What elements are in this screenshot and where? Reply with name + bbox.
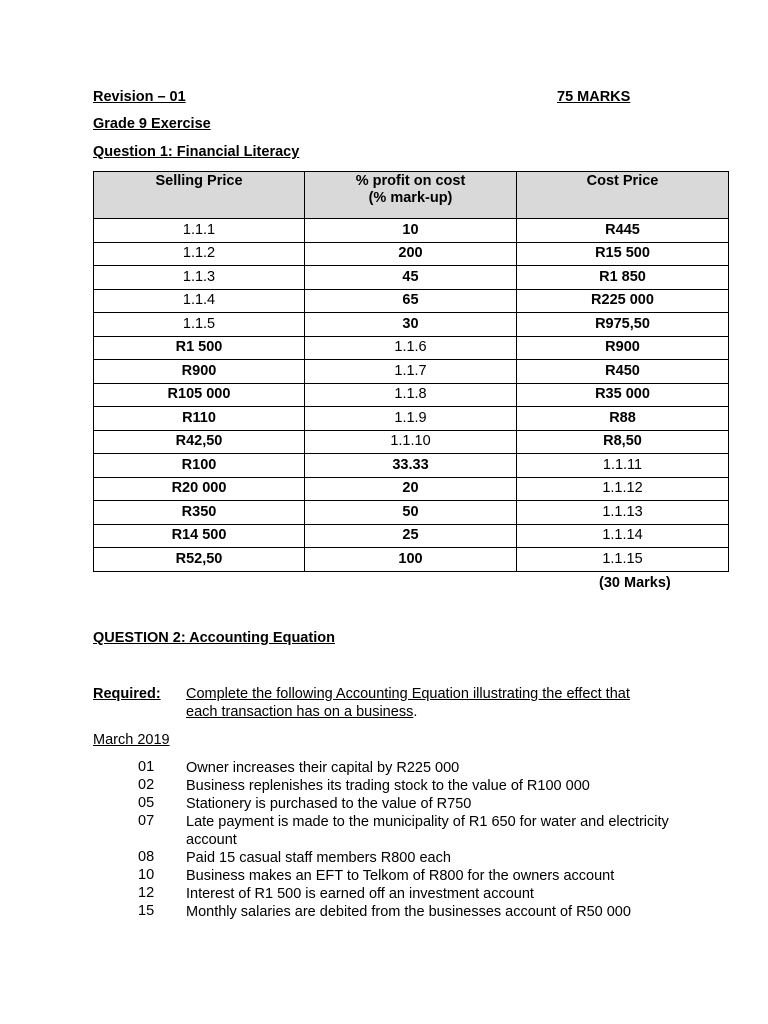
required-text-2: each transaction has on a business (186, 704, 414, 720)
table-row (94, 313, 729, 337)
required-period: . (413, 704, 418, 720)
cell-profit-on-cost: 10 (305, 219, 517, 243)
cell-profit-on-cost: 65 (305, 289, 517, 313)
table-row (94, 383, 729, 407)
cell-selling-price: R52,50 (94, 548, 305, 572)
required-label: Required: (93, 686, 161, 702)
table-row (94, 289, 729, 313)
table-body (94, 219, 729, 572)
cell-selling-price: 1.1.4 (94, 289, 305, 313)
financial-literacy-table (93, 171, 729, 572)
transaction-day: 15 (138, 903, 155, 919)
cell-profit-on-cost: 30 (305, 313, 517, 337)
cell-selling-price: 1.1.3 (94, 266, 305, 290)
transaction-day: 05 (138, 795, 155, 811)
cell-selling-price: R105 000 (94, 383, 305, 407)
cell-profit-on-cost: 33.33 (305, 454, 517, 478)
cell-cost-price: 1.1.12 (517, 477, 729, 501)
cell-selling-price: R350 (94, 501, 305, 525)
required-text-1: Complete the following Accounting Equation illustrating the effect that (186, 686, 630, 702)
table-row (94, 360, 729, 384)
transaction-text: Late payment is made to the municipality of R1 650 for water and electricity account (186, 814, 669, 848)
transaction-text: Monthly salaries are debited from the businesses account of R50 000 (186, 904, 631, 920)
table-row (94, 548, 729, 572)
transaction-text: Business replenishes its trading stock to the value of R100 000 (186, 778, 590, 794)
cell-selling-price: 1.1.5 (94, 313, 305, 337)
cell-profit-on-cost: 200 (305, 242, 517, 266)
transaction-day: 12 (138, 885, 155, 901)
table-row (94, 477, 729, 501)
cell-profit-on-cost: 100 (305, 548, 517, 572)
cell-cost-price: R450 (517, 360, 729, 384)
header-profit-on-cost: % profit on cost (% mark-up) (305, 172, 517, 219)
cell-selling-price: R42,50 (94, 430, 305, 454)
cell-profit-on-cost: 1.1.7 (305, 360, 517, 384)
cell-profit-on-cost: 1.1.6 (305, 336, 517, 360)
table-header-row (94, 172, 729, 219)
cell-profit-on-cost: 20 (305, 477, 517, 501)
question1-marks: (30 Marks) (599, 575, 671, 591)
table-row (94, 219, 729, 243)
cell-profit-on-cost: 1.1.10 (305, 430, 517, 454)
cell-cost-price: R975,50 (517, 313, 729, 337)
transaction-text: Stationery is purchased to the value of R750 (186, 796, 472, 812)
transaction-day: 02 (138, 777, 155, 793)
cell-selling-price: R100 (94, 454, 305, 478)
cell-cost-price: R88 (517, 407, 729, 431)
grade-title: Grade 9 Exercise (93, 116, 211, 132)
cell-cost-price: 1.1.15 (517, 548, 729, 572)
cell-cost-price: R35 000 (517, 383, 729, 407)
cell-profit-on-cost: 1.1.8 (305, 383, 517, 407)
cell-selling-price: 1.1.2 (94, 242, 305, 266)
question1-title: Question 1: Financial Literacy (93, 144, 300, 160)
cell-profit-on-cost: 1.1.9 (305, 407, 517, 431)
transaction-text: Interest of R1 500 is earned off an investment account (186, 886, 534, 902)
table-row (94, 336, 729, 360)
cell-cost-price: 1.1.13 (517, 501, 729, 525)
table-row (94, 454, 729, 478)
cell-profit-on-cost: 25 (305, 524, 517, 548)
table-row (94, 501, 729, 525)
cell-cost-price: R225 000 (517, 289, 729, 313)
question2-title: QUESTION 2: Accounting Equation (93, 630, 335, 646)
month-label: March 2019 (93, 732, 170, 748)
cell-cost-price: 1.1.14 (517, 524, 729, 548)
transaction-text: Paid 15 casual staff members R800 each (186, 850, 451, 866)
total-marks: 75 MARKS (557, 89, 631, 105)
table-row (94, 430, 729, 454)
cell-profit-on-cost: 45 (305, 266, 517, 290)
cell-cost-price: 1.1.11 (517, 454, 729, 478)
required-text-line2 (186, 703, 417, 721)
table-row (94, 266, 729, 290)
transaction-day: 01 (138, 759, 155, 775)
required-text-line1 (186, 685, 630, 703)
cell-cost-price: R1 850 (517, 266, 729, 290)
cell-profit-on-cost: 50 (305, 501, 517, 525)
transaction-day: 07 (138, 813, 155, 829)
cell-selling-price: R1 500 (94, 336, 305, 360)
transaction-text: Owner increases their capital by R225 000 (186, 760, 460, 776)
transaction-day: 10 (138, 867, 155, 883)
transaction-day: 08 (138, 849, 155, 865)
table-row (94, 242, 729, 266)
cell-selling-price: R14 500 (94, 524, 305, 548)
cell-selling-price: 1.1.1 (94, 219, 305, 243)
header-cost-price: Cost Price (517, 172, 729, 219)
table-row (94, 407, 729, 431)
revision-title: Revision – 01 (93, 89, 186, 105)
cell-cost-price: R900 (517, 336, 729, 360)
cell-selling-price: R20 000 (94, 477, 305, 501)
cell-selling-price: R900 (94, 360, 305, 384)
cell-selling-price: R110 (94, 407, 305, 431)
cell-cost-price: R15 500 (517, 242, 729, 266)
cell-cost-price: R445 (517, 219, 729, 243)
transaction-text: Business makes an EFT to Telkom of R800 for the owners account (186, 868, 615, 884)
table-row (94, 524, 729, 548)
header-selling-price: Selling Price (94, 172, 305, 219)
cell-cost-price: R8,50 (517, 430, 729, 454)
